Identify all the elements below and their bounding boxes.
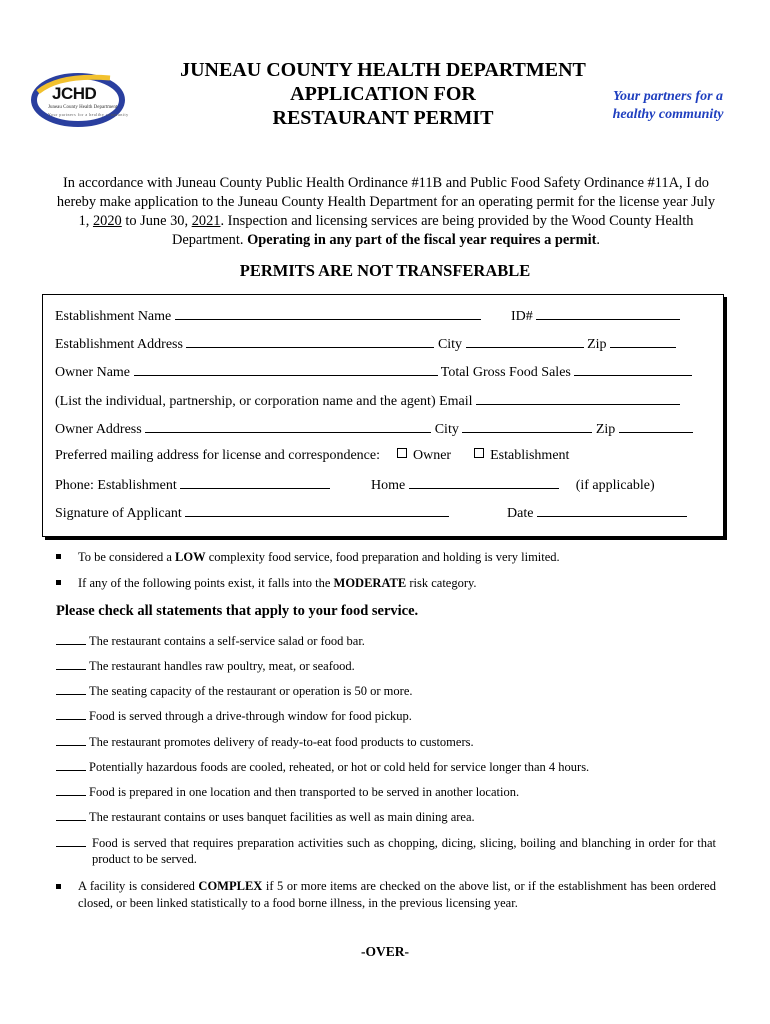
intro-paragraph (52, 174, 720, 250)
owner-option-label: Owner (412, 448, 452, 463)
phone-establishment-label: Phone: Establishment (55, 478, 177, 493)
jchd-logo (30, 72, 130, 128)
establishment-name-row (55, 306, 481, 326)
gross-sales-field[interactable] (574, 362, 692, 376)
statement-item (56, 683, 413, 699)
city-label: City (437, 337, 463, 352)
phone-establishment-row (55, 475, 330, 495)
title-line-1: JUNEAU COUNTY HEALTH DEPARTMENT (180, 59, 586, 81)
email-row (55, 391, 680, 411)
document-title (150, 58, 616, 130)
email-label: (List the individual, partnership, or corporation name and the agent) Email (55, 394, 473, 409)
owner-checkbox[interactable] (397, 448, 407, 458)
zip-label: Zip (587, 337, 607, 352)
statement-text: The restaurant promotes delivery of ready-to-eat food products to customers. (89, 735, 474, 749)
statement-text: Potentially hazardous foods are cooled, reheated, or hot or cold held for service longer than 4 hours. (89, 760, 590, 774)
home-phone-field[interactable] (409, 475, 559, 489)
complex-bullet (56, 878, 716, 912)
owner-city-label: City (434, 422, 459, 437)
statement-text: Food is served through a drive-through window for food pickup. (89, 709, 412, 723)
low-keyword: LOW (175, 550, 206, 564)
establishment-option-label: Establishment (490, 448, 570, 463)
establishment-name-field[interactable] (175, 306, 481, 320)
bullet-text: To be considered a (78, 550, 176, 564)
bullet-text: risk category. (406, 576, 477, 590)
owner-name-field[interactable] (134, 362, 438, 376)
statement-text: The restaurant contains a self-service salad or food bar. (89, 634, 365, 648)
owner-address-label: Owner Address (55, 422, 142, 437)
title-line-3: RESTAURANT PERMIT (272, 107, 494, 129)
tagline-line-2: healthy community (612, 107, 724, 122)
statement-item (56, 759, 589, 775)
statement-item (56, 633, 365, 649)
bullet-icon (56, 554, 61, 559)
signature-row (55, 503, 449, 523)
bullet-text: complexity food service, food preparation and holding is very limited. (205, 550, 560, 564)
statement-text: Food is served that requires preparation activities such as chopping, dicing, slicing, boiling and blanching in order for that product to be served. (92, 836, 716, 866)
intro-text-2: to June 30, (121, 213, 192, 229)
id-label: ID# (511, 309, 533, 324)
statement-text: The restaurant contains or uses banquet facilities as well as main dining area. (89, 810, 475, 824)
license-year-start: 2020 (92, 213, 122, 229)
signature-label: Signature of Applicant (55, 506, 182, 521)
check-line[interactable] (56, 809, 86, 821)
mailing-preference-row (55, 447, 569, 465)
establishment-city-field[interactable] (466, 334, 584, 348)
phone-establishment-field[interactable] (180, 475, 330, 489)
intro-text-3: . Inspection and licensing services are being provided by the Wood County Health Department. (171, 213, 694, 248)
establishment-checkbox[interactable] (474, 448, 484, 458)
statement-item (56, 809, 475, 825)
bullet-icon (56, 580, 61, 585)
signature-field[interactable] (185, 503, 449, 517)
intro-text-4: . (596, 232, 601, 248)
tagline-line-1: Your partners for a (612, 89, 724, 104)
date-row (507, 503, 687, 523)
intro-text-1: In accordance with Juneau County Public Health Ordinance #11B and Public Food Safety Ordinance #11A, I do hereby make application to the Juneau County Health Department for an operating permit for the license year July 1, (56, 175, 716, 229)
establishment-address-row (55, 334, 676, 354)
check-line[interactable] (56, 759, 86, 771)
owner-zip-label: Zip (595, 422, 616, 437)
check-line[interactable] (56, 734, 86, 746)
owner-zip-field[interactable] (619, 419, 693, 433)
owner-name-row (55, 362, 692, 382)
date-field[interactable] (537, 503, 687, 517)
logo-subtext: Juneau County Health Department (48, 105, 118, 110)
establishment-address-field[interactable] (186, 334, 434, 348)
owner-address-row (55, 419, 693, 439)
check-line[interactable] (56, 633, 86, 645)
mailing-preference-label: Preferred mailing address for license and correspondence: (55, 448, 380, 463)
intro-bold-text: Operating in any part of the fiscal year requires a permit (247, 232, 597, 248)
check-line[interactable] (56, 683, 86, 695)
check-line[interactable] (56, 708, 86, 720)
check-line[interactable] (56, 784, 86, 796)
moderate-keyword: MODERATE (333, 576, 407, 590)
phone-home-row (371, 475, 655, 495)
statement-item (56, 835, 716, 867)
checklist-heading: Please check all statements that apply to your food service. (56, 603, 419, 619)
owner-address-field[interactable] (145, 419, 431, 433)
bullet-text: A facility is considered (78, 879, 199, 893)
check-line[interactable] (56, 835, 86, 847)
statement-item (56, 708, 412, 724)
title-line-2: APPLICATION FOR (290, 83, 476, 105)
gross-sales-label: Total Gross Food Sales (440, 365, 571, 380)
date-label: Date (507, 506, 534, 521)
bullet-text: if 5 or more items are checked on the above list, or if the establishment has been ordered closed, or been linked statistically to a food borne illness, in the previous licensing year. (78, 879, 716, 910)
owner-city-field[interactable] (462, 419, 592, 433)
id-row (511, 306, 680, 326)
complex-keyword: COMPLEX (198, 879, 263, 893)
if-applicable-note: (if applicable) (575, 478, 655, 493)
statement-text: The restaurant handles raw poultry, meat, or seafood. (89, 659, 355, 673)
tagline (598, 88, 738, 124)
owner-name-label: Owner Name (55, 365, 131, 380)
bullet-text: If any of the following points exist, it falls into the (78, 576, 334, 590)
check-line[interactable] (56, 658, 86, 670)
statement-item (56, 734, 474, 750)
over-footer: -OVER- (361, 944, 409, 959)
bullet-icon (56, 884, 61, 889)
statement-item (56, 784, 519, 800)
home-phone-label: Home (371, 478, 406, 493)
logo-tagline: Your partners for a healthy community (48, 112, 129, 117)
application-form-box (42, 294, 724, 537)
id-field[interactable] (536, 306, 680, 320)
establishment-zip-field[interactable] (610, 334, 676, 348)
establishment-name-label: Establishment Name (55, 309, 172, 324)
establishment-address-label: Establishment Address (55, 337, 183, 352)
not-transferable-notice: PERMITS ARE NOT TRANSFERABLE (239, 261, 531, 280)
license-year-end: 2021 (191, 213, 221, 229)
statement-text: The seating capacity of the restaurant or operation is 50 or more. (89, 684, 413, 698)
email-field[interactable] (476, 391, 680, 405)
logo-text: JCHD (52, 84, 97, 103)
statement-item (56, 658, 355, 674)
statement-text: Food is prepared in one location and then transported to be served in another location. (89, 785, 520, 799)
